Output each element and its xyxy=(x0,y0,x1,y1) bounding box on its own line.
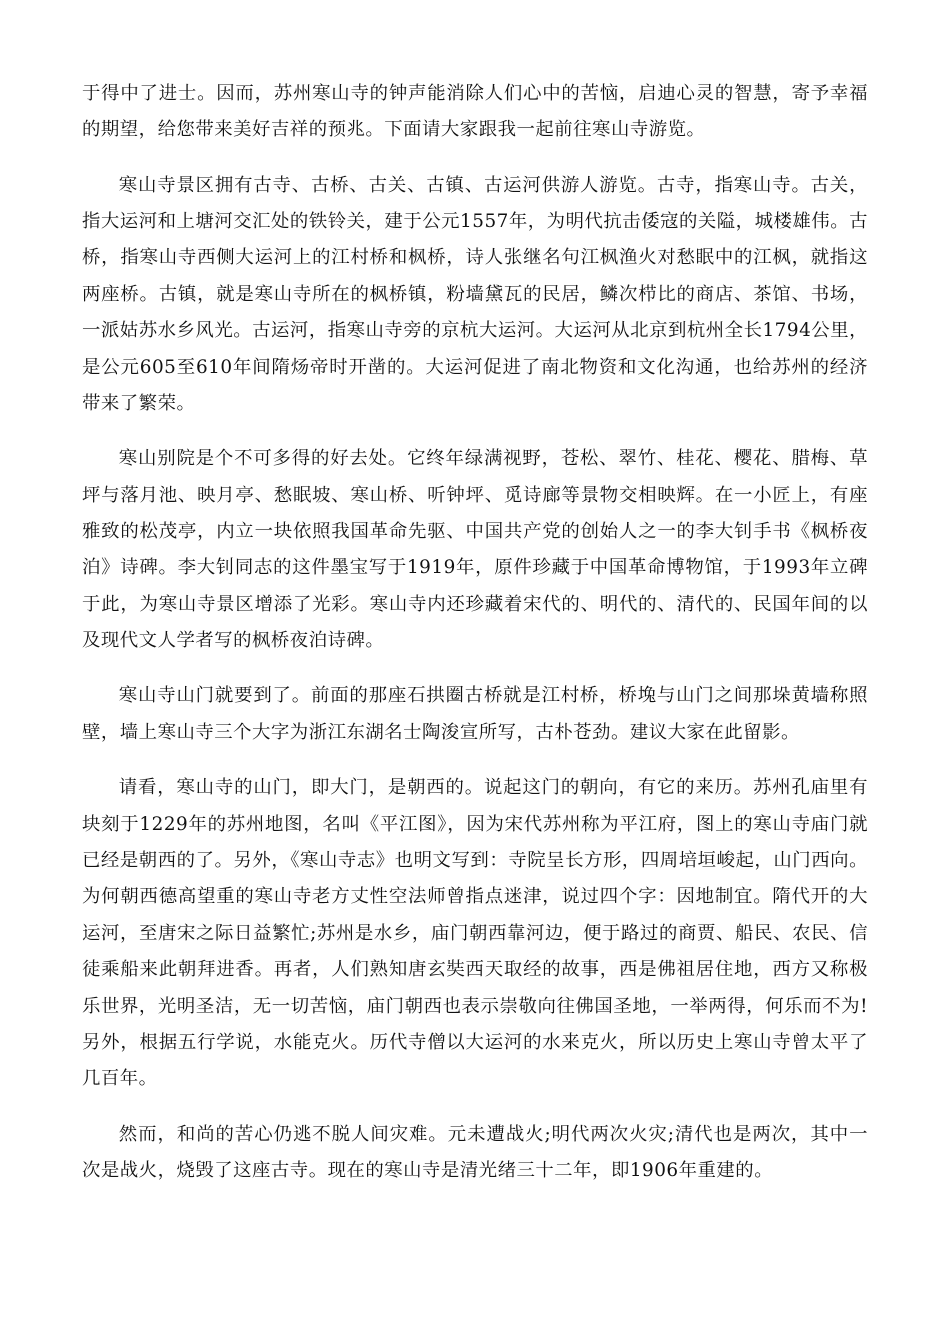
paragraph-continuation: 于得中了进士。因而，苏州寒山寺的钟声能消除人们心中的苦恼，启迪心灵的智慧，寄予幸福的期望，给您带来美好吉祥的预兆。下面请大家跟我一起前往寒山寺游览。 xyxy=(82,83,868,141)
paragraph-gate-orientation: 请看，寒山寺的山门，即大门，是朝西的。说起这门的朝向，有它的来历。苏州孔庙里有块刻于1229年的苏州地图，名叫《平江图》，因为宋代苏州称为平江府，图上的寒山寺庙门就已经是朝西的了。另外，《寒山寺志》也明文写到：寺院呈长方形，四周培垣峻起，山门西向。为何朝西德高望重的寒山寺老方丈性空法师曾指点迷津，说过四个字：因地制宜。隋代开的大运河，至唐宋之际日益繁忙;苏州是水乡，庙门朝西靠河边，便于路过的商贾、船民、农民、信徒乘船来此朝拜进香。再者，人们熟知唐玄奘西天取经的故事，西是佛祖居住地，西方又称极乐世界，光明圣洁，无一切苦恼，庙门朝西也表示崇敬向往佛国圣地，一举两得，何乐而不为!另外，根据五行学说，水能克火。历代寺僧以大运河的水来克火，所以历史上寒山寺曾太平了几百年。 xyxy=(82,777,868,1090)
paragraph-mountain-gate: 寒山寺山门就要到了。前面的那座石拱圈古桥就是江村桥，桥堍与山门之间那垛黄墙称照壁，墙上寒山寺三个大字为浙江东湖名士陶浚宣所写，古朴苍劲。建议大家在此留影。 xyxy=(82,685,868,743)
paragraph-history-disasters: 然而，和尚的苦心仍逃不脱人间灾难。元未遭战火;明代两次火灾;清代也是两次，其中一次是战火，烧毁了这座古寺。现在的寒山寺是清光绪三十二年，即1906年重建的。 xyxy=(82,1123,868,1181)
paragraph-scenic-area: 寒山寺景区拥有古寺、古桥、古关、古镇、古运河供游人游览。古寺，指寒山寺。古关，指大运河和上塘河交汇处的铁铃关，建于公元1557年，为明代抗击倭寇的关隘，城楼雄伟。古桥，指寒山寺西侧大运河上的江村桥和枫桥，诗人张继名句江枫渔火对愁眠中的江枫，就指这两座桥。古镇，就是寒山寺所在的枫桥镇，粉墙黛瓦的民居，鳞次栉比的商店、茶馆、书场，一派姑苏水乡风光。古运河，指寒山寺旁的京杭大运河。大运河从北京到杭州全长1794公里，是公元605至610年间隋炀帝时开凿的。大运河促进了南北物资和文化沟通，也给苏州的经济带来了繁荣。 xyxy=(82,174,868,415)
document-body xyxy=(82,76,868,1208)
paragraph-hanshan-garden: 寒山别院是个不可多得的好去处。它终年绿满视野，苍松、翠竹、桂花、樱花、腊梅、草坪与落月池、映月亭、愁眠坡、寒山桥、听钟坪、觅诗廊等景物交相映辉。在一小匠上，有座雅致的松茂亭，内立一块依照我国革命先驱、中国共产党的创始人之一的李大钊手书《枫桥夜泊》诗碑。李大钊同志的这件墨宝写于1919年，原件珍藏于中国革命博物馆，于1993年立碑于此，为寒山寺景区增添了光彩。寒山寺内还珍藏着宋代的、明代的、清代的、民国年间的以及现代文人学者写的枫桥夜泊诗碑。 xyxy=(82,448,868,652)
